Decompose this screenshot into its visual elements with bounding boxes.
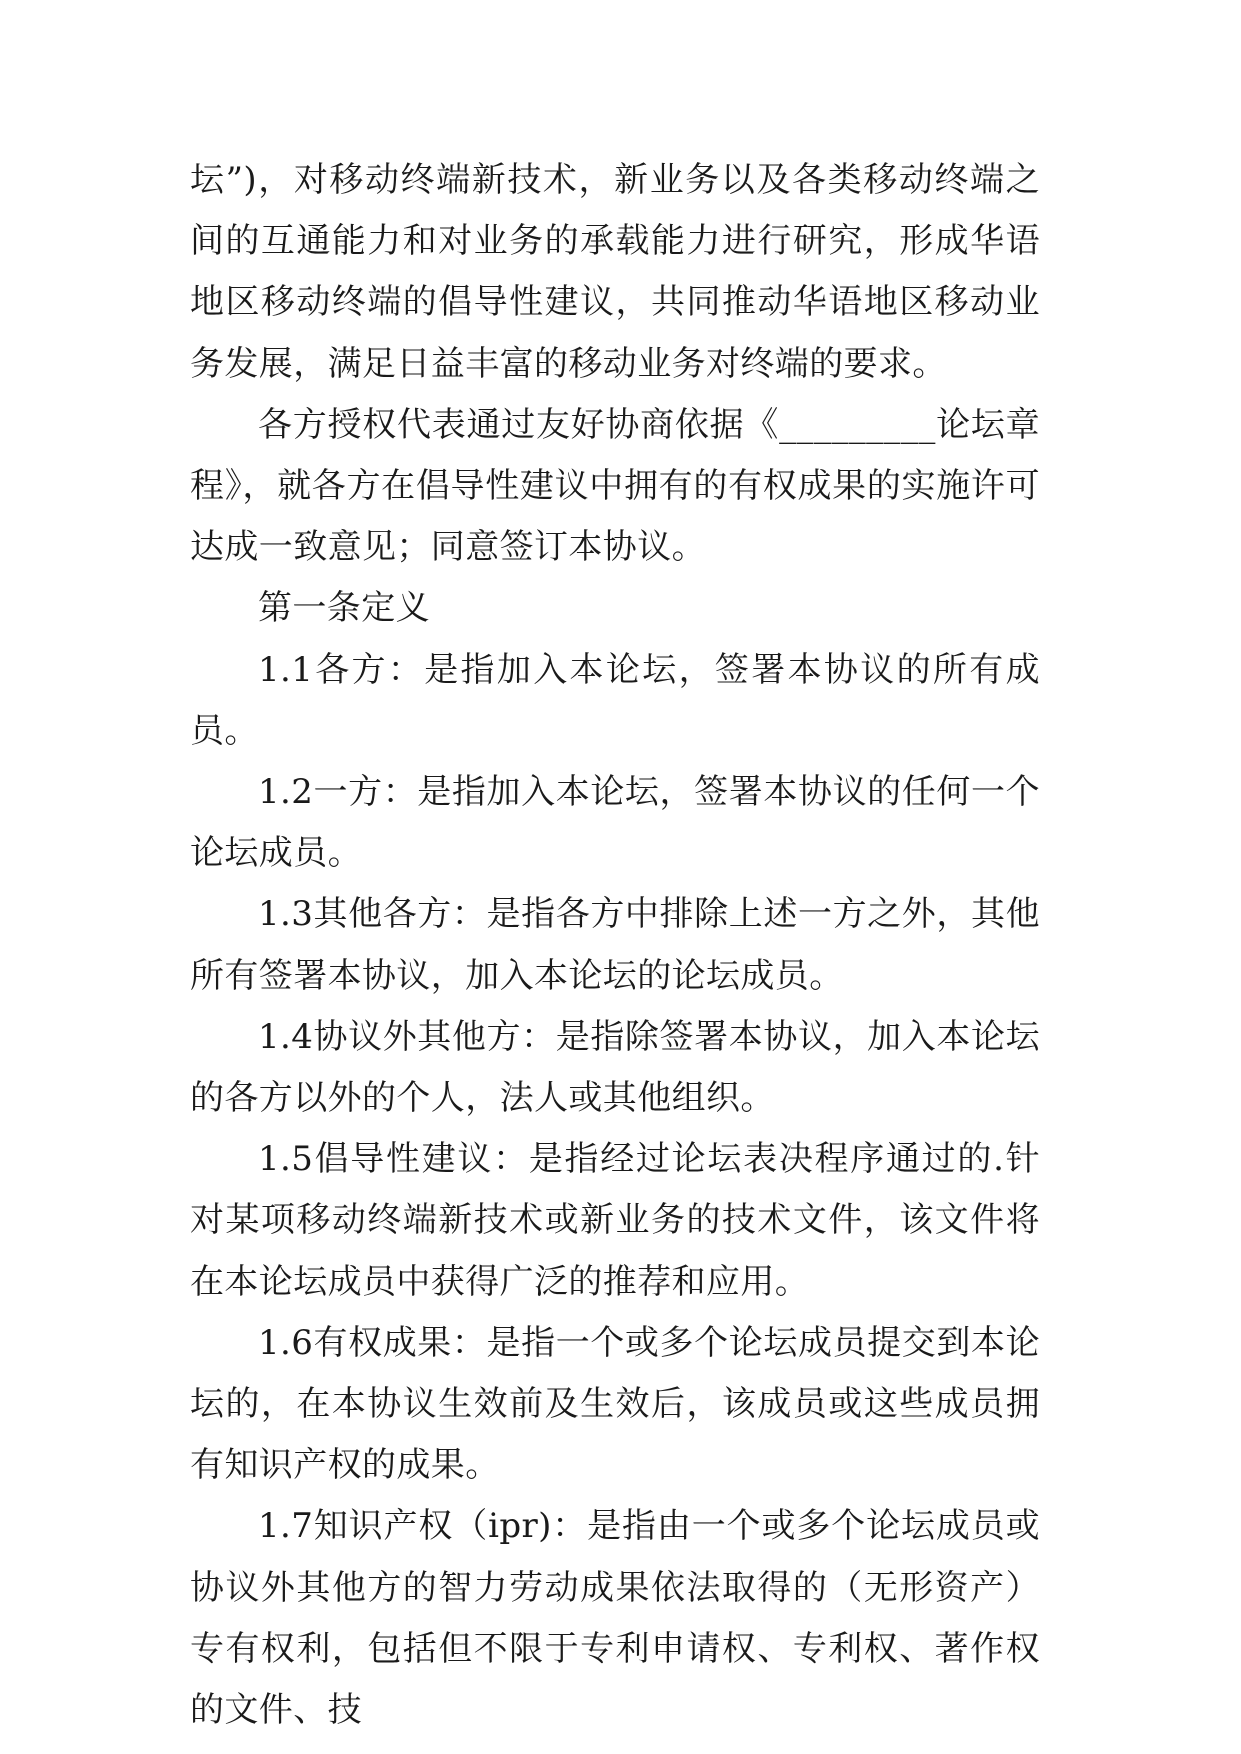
- article-one-heading: 第一条定义: [258, 588, 430, 629]
- definition-1-5: 1.5倡导性建议：是指经过论坛表决程序通过的.针对某项移动终端新技术或新业务的技术文件，该文件将在本论坛成员中获得广泛的推荐和应用。: [190, 1139, 1040, 1302]
- paragraph-agreement-basis: 各方授权代表通过友好协商依据《_________论坛章程》，就各方在倡导性建议中拥有的有权成果的实施许可达成一致意见；同意签订本协议。: [190, 404, 1040, 568]
- definition-1-2: 1.2一方：是指加入本论坛，签署本协议的任何一个论坛成员。: [190, 772, 1040, 874]
- paragraph-purpose-continuation: 坛”)，对移动终端新技术，新业务以及各类移动终端之间的互通能力和对业务的承载能力进行研究，形成华语地区移动终端的倡导性建议，共同推动华语地区移动业务发展，满足日益丰富的移动业务对终端的要求。: [190, 160, 1040, 384]
- definition-1-3: 1.3其他各方：是指各方中排除上述一方之外，其他所有签署本协议，加入本论坛的论坛成员。: [190, 894, 1040, 996]
- document-body: [190, 150, 1040, 1741]
- definition-1-1: 1.1各方：是指加入本论坛，签署本协议的所有成员。: [190, 649, 1040, 751]
- definition-1-7: 1.7知识产权（ipr)：是指由一个或多个论坛成员或协议外其他方的智力劳动成果依法取得的（无形资产）专有权利，包括但不限于专利申请权、专利权、著作权的文件、技: [190, 1506, 1040, 1731]
- definition-1-6: 1.6有权成果：是指一个或多个论坛成员提交到本论坛的，在本协议生效前及生效后，该成员或这些成员拥有知识产权的成果。: [190, 1322, 1040, 1486]
- definition-1-4: 1.4协议外其他方：是指除签署本协议，加入本论坛的各方以外的个人，法人或其他组织。: [190, 1016, 1040, 1119]
